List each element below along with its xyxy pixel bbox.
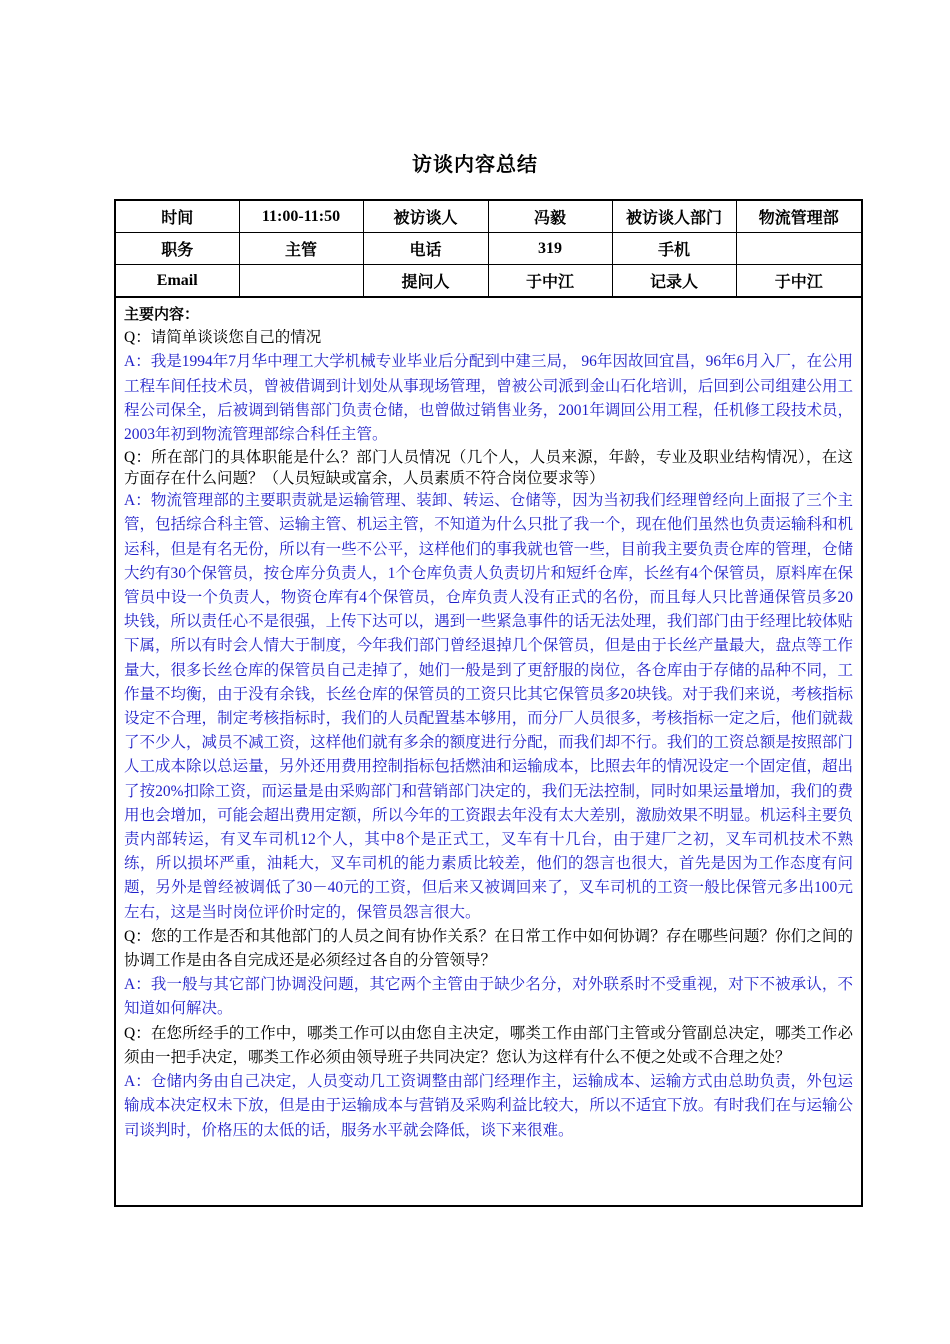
value-recorder: 于中江	[736, 265, 862, 298]
value-mobile	[736, 233, 862, 265]
question-1: Q：请简单谈谈您自己的情况	[124, 329, 322, 347]
info-row-email	[115, 265, 862, 298]
label-mobile: 手机	[612, 233, 736, 265]
label-department: 被访谈人部门	[612, 200, 736, 233]
question-3: Q：您的工作是否和其他部门的人员之间有协作关系？在日常工作中如何协调？存在哪些问题？你们之间的协调工作是由各自完成还是必须经过各自的分管领导？	[124, 927, 853, 970]
label-recorder: 记录人	[612, 265, 736, 298]
label-phone: 电话	[363, 233, 488, 265]
answer-4: A：仓储内务由自己决定，人员变动几工资调整由部门经理作主，运输成本、运输方式由总助负责，外包运输成本决定权未下放，但是由于运输成本与营销及采购利益比较大，所以不适宜下放。有时我们在与运输公司谈判时，价格压的太低的话，服务水平就会降低，谈下来很难。	[124, 1073, 853, 1139]
question-2: Q：所在部门的具体职能是什么？部门人员情况（几个人，人员来源，年龄，专业及职业结构情况），在这方面存在什么问题？（人员短缺或富余，人员素质不符合岗位要求等）	[124, 449, 853, 488]
value-time: 11:00-11:50	[239, 200, 363, 233]
interview-info-table	[114, 199, 863, 298]
info-row-position	[115, 233, 862, 265]
label-interviewee: 被访谈人	[363, 200, 488, 233]
answer-3: A：我一般与其它部门协调没问题，其它两个主管由于缺少名分，对外联系时不受重视，对下不被承认，不知道如何解决。	[124, 976, 853, 1018]
answer-2: A：物流管理部的主要职责就是运输管理、装卸、转运、仓储等，因为当初我们经理曾经向上面报了三个主管，包括综合科主管、运输主管、机运主管，不知道为什么只批了我一个，现在他们虽然也负责运输科和机运科，但是有名无份，所以有一些不公平，这样他们的事我就也管一些，目前我主要负责仓库的管理，仓储大约有30个保管员，按仓库分负责人，1个仓库负责人负责切片和短纤仓库，长丝有4个保管员，原料库在保管员中设一个负责人，物资仓库有4个保管员，仓库负责人没有正式的名份，而且每人只比普通保管员多20块钱，所以责任心不是很强，上传下达可以，遇到一些紧急事件的话无法处理，我们部门由于经理比较体贴下属，所以有时会人情大于制度，今年我们部门曾经退掉几个保管员，但是由于长丝产量最大，盘点等工作量大，很多长丝仓库的保管员自己走掉了，她们一般是到了更舒服的岗位，各仓库由于存储的品种不同，工作量不均衡，由于没有余钱，长丝仓库的保管员的工资只比其它保管员多20块钱。对于我们来说，考核指标设定不合理，制定考核指标时，我们的人员配置基本够用，而分厂人员很多，考核指标一定之后，他们就裁了不少人，减员不减工资，这样他们就有多余的额度进行分配，而我们却不行。我们的工资总额是按照部门人工成本除以总运量，另外还用费用控制指标包括燃油和运输成本，比照去年的情况设定一个固定值，超出了按20%扣除工资，而运量是由采购部门和营销部门决定的，我们无法控制，同时如果运量增加，我们的费用也会增加，可能会超出费用定额，所以今年的工资跟去年没有太大差别，激励效果不明显。机运科主要负责内部转运，有叉车司机12个人，其中8个是正式工，叉车有十几台，由于建厂之初，叉车司机技术不熟练，所以损坏严重，油耗大，叉车司机的能力素质比较差，他们的怨言也很大，首先是因为工作态度有问题，另外是曾经被调低了30－40元的工资，但后来又被调回来了，叉车司机的工资一般比保管元多出100元左右，这是当时岗位评价时定的，保管员怨言很大。	[124, 492, 853, 921]
question-4: Q：在您所经手的工作中，哪类工作可以由您自主决定，哪类工作由部门主管或分管副总决定，哪类工作必须由一把手决定，哪类工作必须由领导班子共同决定？您认为这样有什么不便之处或不合理之处？	[124, 1024, 853, 1066]
page-title: 访谈内容总结	[412, 152, 538, 176]
answer-1: A：我是1994年7月华中理工大学机械专业毕业后分配到中建三局， 96年因故回宜昌，96年6月入厂，在公用工程车间任技术员，曾被借调到计划处从事现场管理，曾被公司派到金山石化培训，后回到公司组建公用工程公司保全，后被调到销售部门负责仓储，也曾做过销售业务，2001年调回公用工程，任机修工段技术员，2003年初到物流管理部综合科任主管。	[124, 353, 853, 444]
label-time: 时间	[115, 200, 239, 233]
value-interviewer: 于中江	[488, 265, 612, 298]
value-position: 主管	[239, 233, 363, 265]
label-position: 职务	[115, 233, 239, 265]
value-email	[239, 265, 363, 298]
info-row-time	[115, 200, 862, 233]
value-interviewee: 冯毅	[488, 200, 612, 233]
label-email: Email	[115, 265, 239, 298]
content-heading: 主要内容：	[124, 305, 200, 323]
label-interviewer: 提问人	[363, 265, 488, 298]
interview-content	[114, 297, 863, 1207]
value-phone: 319	[488, 233, 612, 265]
value-department: 物流管理部	[736, 200, 862, 233]
